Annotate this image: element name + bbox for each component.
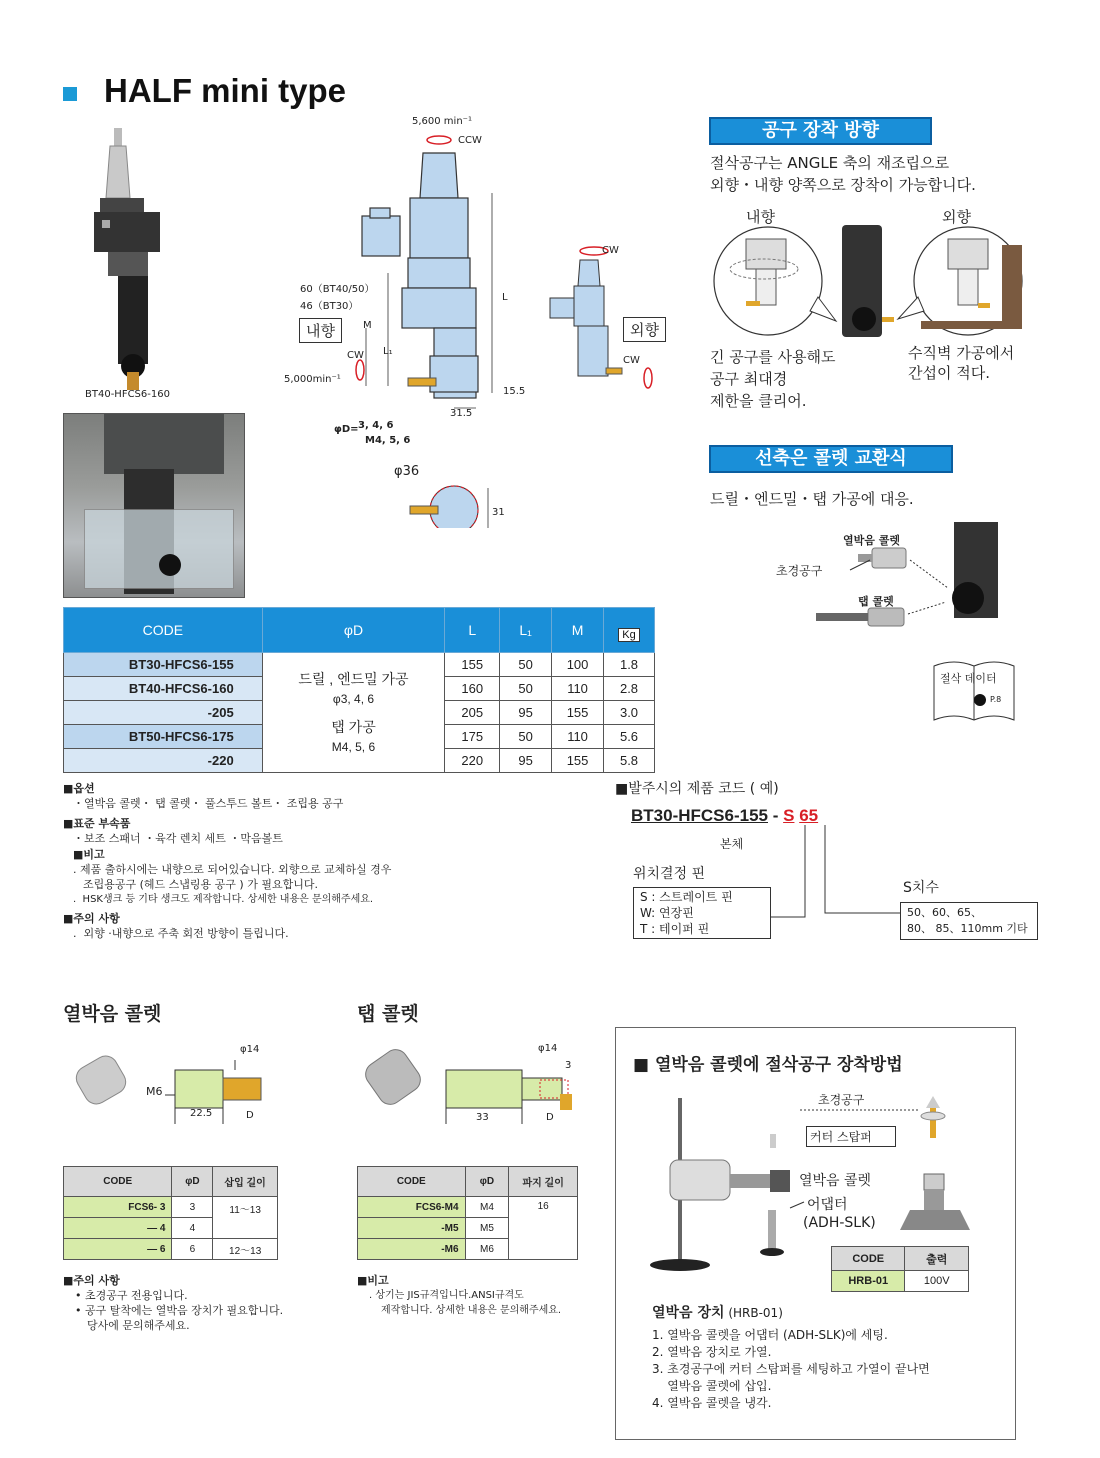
- row-kg: 3.0: [604, 701, 655, 725]
- row-l: 160: [445, 677, 500, 701]
- tap-remark-heading: 비고: [367, 1274, 389, 1287]
- remark-line: 제품 출하시에는 내향으로 되어있습니다. 외향으로 교체하실 경우: [80, 863, 392, 876]
- device-step: 1. 열박음 콜렛을 어댑터 (ADH-SLK)에 세팅.: [652, 1328, 888, 1342]
- row-code: BT40-HFCS6-160: [64, 677, 263, 701]
- spec-header-row: [64, 608, 655, 653]
- inward-label: 내향: [299, 318, 342, 343]
- row-l: 220: [445, 749, 500, 773]
- row-m: 110: [552, 725, 604, 749]
- heat-caution-line: 초경공구 전용입니다.: [85, 1289, 188, 1302]
- inward-note-line: 제한을 클리어.: [710, 392, 807, 410]
- s-size-values: 50、60、65、: [907, 906, 982, 919]
- device-title-text: 열박음 장치: [652, 1305, 725, 1321]
- row-m: 155: [552, 749, 604, 773]
- title-bullet: [63, 87, 77, 101]
- carbide-caption: 초경공구: [776, 564, 823, 578]
- tap-header-phi: φD: [465, 1167, 509, 1197]
- phi36-label: φ36: [394, 464, 420, 479]
- table-row: [64, 653, 655, 677]
- s-size-label: S치수: [903, 880, 939, 896]
- pin-option: W: 연장핀: [640, 906, 694, 920]
- dim-46-label: 46（BT30）: [300, 301, 359, 312]
- cw-left-label: CW: [347, 350, 364, 361]
- mount-method-title-text: 열박음 콜렛에 절삭공구 장착방법: [654, 1055, 903, 1075]
- cw-right-label: CW: [602, 245, 619, 256]
- pin-option: T : 테이퍼 핀: [640, 922, 710, 936]
- row-code: -220: [64, 749, 263, 773]
- row-m: 110: [552, 677, 604, 701]
- tap-row-len: 16: [509, 1197, 578, 1260]
- tap-phi14: φ14: [538, 1043, 558, 1054]
- row-l1: 95: [500, 749, 552, 773]
- tap-row-d: M4: [465, 1197, 509, 1218]
- outward-note-line: 간섭이 적다.: [908, 364, 990, 382]
- table-row: [358, 1197, 578, 1218]
- order-code-65: 65: [799, 806, 819, 825]
- heat-caution-line: 공구 탈착에는 열박음 장치가 필요합니다.: [85, 1304, 284, 1317]
- heat-row-d: 3: [172, 1197, 213, 1218]
- phi-text: 드릴 , 엔드밀 가공: [298, 670, 409, 687]
- ccw-label: CCW: [458, 135, 482, 146]
- table-row: [832, 1271, 969, 1292]
- inward-caption: 내향: [746, 208, 775, 226]
- table-row: [64, 1197, 278, 1218]
- outward-note: [908, 343, 1014, 383]
- tap-dim: 33: [476, 1112, 489, 1123]
- pin-label: 위치결정 핀: [633, 866, 706, 882]
- cutting-data-label: 절삭 데이터: [940, 672, 997, 685]
- rpm-bottom-label: 5,000min⁻¹: [284, 374, 341, 385]
- mount-direction-illustration: [706, 225, 1031, 337]
- mount-dir-line2: 외향・내향 양쪽으로 장착이 가능합니다.: [710, 176, 976, 194]
- heat-collet-table: [63, 1166, 278, 1260]
- order-code-s: S: [783, 806, 795, 825]
- spec-table: [63, 607, 655, 773]
- heat-caution-block: ■주의 사항 • 초경공구 전용입니다. • 공구 탈착에는 열박음 장치가 필요합니다. 당사에 문의해주세요.: [63, 1272, 323, 1333]
- device-code: (HRB-01): [724, 1306, 783, 1320]
- table-row: [64, 1239, 278, 1260]
- device-title: [652, 1302, 783, 1322]
- mm-carbide-label: 초경공구: [818, 1093, 865, 1107]
- device-row-code: HRB-01: [832, 1271, 905, 1292]
- mm-adapter-code: (ADH-SLK): [803, 1215, 876, 1231]
- tap-row-d: M6: [465, 1239, 509, 1260]
- row-l: 175: [445, 725, 500, 749]
- std-text: ・보조 스패너 ・육각 렌치 세트 ・막음볼트: [73, 832, 283, 845]
- header-phi-d: φD: [262, 608, 445, 653]
- cutting-data-page: P.8: [990, 695, 1002, 704]
- book-icon: [930, 658, 1018, 724]
- caution-text: 외향 ·내향으로 주축 회전 방향이 틀립니다.: [83, 927, 289, 940]
- header-kg: [604, 608, 655, 653]
- row-kg: 5.8: [604, 749, 655, 773]
- mm-cutter-stopper-label: 커터 스탑퍼: [806, 1126, 896, 1147]
- order-code-heading: ■발주시의 제품 코드 ( 예): [615, 781, 779, 797]
- heat-d: D: [246, 1110, 254, 1121]
- collet-change-illustration: [810, 518, 1010, 630]
- tap-collet-title: 탭 콜렛: [357, 1003, 419, 1025]
- row-kg: 1.8: [604, 653, 655, 677]
- device-table-header: [832, 1247, 969, 1271]
- body-label: 본체: [720, 837, 744, 851]
- remark-heading: 비고: [83, 848, 105, 861]
- tap-row-code: -M5: [358, 1218, 466, 1239]
- heat-row-code: — 6: [64, 1239, 172, 1260]
- phi-d-label: φD=: [334, 424, 359, 435]
- dim-15-5-label: 15.5: [503, 386, 526, 397]
- heat-row-code: — 4: [64, 1218, 172, 1239]
- row-code: BT30-HFCS6-155: [64, 653, 263, 677]
- heat-dim: 22.5: [190, 1108, 213, 1119]
- device-header-code: CODE: [832, 1247, 905, 1271]
- device-step: 3. 초경공구에 커터 스탑퍼를 세팅하고 가열이 끝나면: [652, 1362, 930, 1376]
- l1-dim-label: L₁: [383, 346, 393, 357]
- collet-change-line: 드릴・엔드밀・탭 가공에 대응.: [710, 490, 914, 508]
- header-l1: L₁: [500, 608, 552, 653]
- dim-31-label: 31: [492, 507, 505, 518]
- dim-60-label: 60（BT40/50）: [300, 284, 375, 295]
- photo-caption: BT40-HFCS6-160: [85, 389, 170, 400]
- order-code-dash: -: [768, 806, 784, 825]
- weight-icon: Kg: [618, 628, 639, 642]
- tap-row-code: FCS6-M4: [358, 1197, 466, 1218]
- tap-remark-line: 제작합니다. 상세한 내용은 문의해주세요.: [381, 1305, 562, 1316]
- notes-block: ■옵션 ・열박음 콜렛・ 탭 콜렛・ 풀스투드 볼트・ 조립용 공구 ■표준 부속품 ・보조 스패너 ・육각 렌치 세트 ・막음볼트 ■비고 . 제품 출하시에는 내향으로 되어있습니다. 외향으로 교체하실 경우 조립용공구 (헤드 스냅링용 공구 ) 가 필요합니다. . HSK생크 등 기타 생크도 제작합니다. 상세한 내용은 문의해주세요. ■주의 사항 . 외향 ·내향으로 주축 회전 방향이 틀립니다.: [63, 780, 583, 941]
- phi-d-cell: [262, 653, 445, 773]
- row-l: 155: [445, 653, 500, 677]
- tap-d: D: [546, 1112, 554, 1123]
- tap-row-code: -M6: [358, 1239, 466, 1260]
- heat-row-d: 4: [172, 1218, 213, 1239]
- row-kg: 5.6: [604, 725, 655, 749]
- heat-collet-caption: 열박음 콜렛: [843, 534, 900, 547]
- row-l: 205: [445, 701, 500, 725]
- heat-header-phi: φD: [172, 1167, 213, 1197]
- heat-row-code: FCS6- 3: [64, 1197, 172, 1218]
- row-code: BT50-HFCS6-175: [64, 725, 263, 749]
- option-heading: 옵션: [73, 782, 95, 795]
- heat-caution-heading: 주의 사항: [73, 1274, 120, 1287]
- mount-method-title: ■ 열박음 콜렛에 절삭공구 장착방법: [633, 1055, 903, 1075]
- tap-header-len: 파지 길이: [509, 1167, 578, 1197]
- device-step: 열박음 콜렛에 삽입.: [652, 1379, 772, 1393]
- heat-row-len: 11〜13: [213, 1197, 278, 1239]
- phi-d-values-1: 3, 4, 6: [358, 420, 394, 431]
- phi-d-values-2: M4, 5, 6: [365, 435, 411, 446]
- device-table: [831, 1246, 969, 1292]
- order-code-example: [631, 806, 818, 826]
- outward-caption: 외향: [942, 208, 971, 226]
- outward-note-line: 수직벽 가공에서: [908, 344, 1015, 362]
- header-m: M: [552, 608, 604, 653]
- cw-right2-label: CW: [623, 355, 640, 366]
- heat-m6: M6: [146, 1085, 163, 1098]
- order-code-main: BT30-HFCS6-155: [631, 806, 768, 825]
- heat-table-header: [64, 1167, 278, 1197]
- option-text: ・열박음 콜렛・ 탭 콜렛・ 풀스투드 볼트・ 조립용 공구: [73, 797, 344, 810]
- tap-header-code: CODE: [358, 1167, 466, 1197]
- tap-remark-block: ■비고 . 상기는 JIS규격입니다.ANSI규격도 제작합니다. 상세한 내용은 문의해주세요.: [357, 1272, 607, 1318]
- remark-line: HSK생크 등 기타 생크도 제작합니다. 상세한 내용은 문의해주세요.: [82, 894, 374, 905]
- mount-direction-banner: 공구 장착 방향: [709, 117, 932, 145]
- rpm-top-label: 5,600 min⁻¹: [412, 116, 472, 127]
- header-code: CODE: [64, 608, 263, 653]
- row-l1: 50: [500, 677, 552, 701]
- row-l1: 95: [500, 701, 552, 725]
- heat-header-code: CODE: [64, 1167, 172, 1197]
- row-kg: 2.8: [604, 677, 655, 701]
- page-title: HALF mini type: [104, 72, 347, 109]
- outward-label: 외향: [623, 317, 666, 342]
- machining-photo: [63, 413, 245, 598]
- inward-note-line: 공구 최대경: [710, 370, 788, 388]
- order-code-connectors: [770, 825, 910, 925]
- remark-line: 조립용공구 (헤드 스냅링용 공구 ) 가 필요합니다.: [83, 878, 318, 891]
- pin-options-box: [633, 887, 771, 939]
- mm-heat-collet-label: 열박음 콜렛: [799, 1173, 872, 1189]
- device-header-output: 출력: [905, 1247, 969, 1271]
- order-code-heading-text: 발주시의 제품 코드 ( 예): [628, 781, 779, 797]
- tap-remark-line: 상기는 JIS규격입니다.ANSI규격도: [375, 1290, 524, 1301]
- product-photo: [92, 128, 164, 390]
- s-size-values: 80、 85、110mm 기타: [907, 922, 1028, 935]
- tap-row-d: M5: [465, 1218, 509, 1239]
- heat-collet-title: 열박음 콜렛: [63, 1003, 162, 1025]
- tap-collet-table: [357, 1166, 578, 1260]
- heat-caution-line: 당사에 문의해주세요.: [87, 1319, 190, 1332]
- device-step: 4. 열박음 콜렛을 냉각.: [652, 1396, 772, 1410]
- row-l1: 50: [500, 725, 552, 749]
- mount-dir-line1: 절삭공구는 ANGLE 축의 재조립으로: [710, 154, 950, 172]
- row-code: -205: [64, 701, 263, 725]
- device-steps: [652, 1327, 1002, 1412]
- heat-header-len: 삽입 길이: [213, 1167, 278, 1197]
- dim-31-5-label: 31.5: [450, 408, 473, 419]
- l-dim-label: L: [502, 292, 508, 303]
- mm-adapter-label: 어댑터: [807, 1197, 848, 1213]
- row-m: 155: [552, 701, 604, 725]
- row-m: 100: [552, 653, 604, 677]
- collet-change-banner: 선축은 콜렛 교환식: [709, 445, 953, 473]
- device-step: 2. 열박음 장치로 가열.: [652, 1345, 772, 1359]
- row-l1: 50: [500, 653, 552, 677]
- s-size-box: [900, 902, 1038, 940]
- tap-table-header: [358, 1167, 578, 1197]
- tap-collet-caption: 탭 콜렛: [858, 595, 894, 608]
- inward-note-line: 긴 공구를 사용해도: [710, 348, 836, 366]
- phi-text: φ3, 4, 6: [332, 691, 375, 706]
- pin-option: S : 스트레이트 핀: [640, 890, 733, 904]
- m-dim-label: M: [363, 320, 372, 331]
- heat-phi14: φ14: [240, 1044, 260, 1055]
- std-heading: 표준 부속품: [73, 817, 131, 830]
- heat-row-d: 6: [172, 1239, 213, 1260]
- device-row-output: 100V: [905, 1271, 969, 1292]
- heat-row-len: 12〜13: [213, 1239, 278, 1260]
- inward-note: [710, 346, 835, 412]
- phi-text: 탭 가공: [331, 718, 376, 735]
- tap-three: 3: [565, 1060, 572, 1071]
- phi-text: M4, 5, 6: [331, 739, 376, 754]
- caution-heading: 주의 사항: [73, 912, 120, 925]
- header-l: L: [445, 608, 500, 653]
